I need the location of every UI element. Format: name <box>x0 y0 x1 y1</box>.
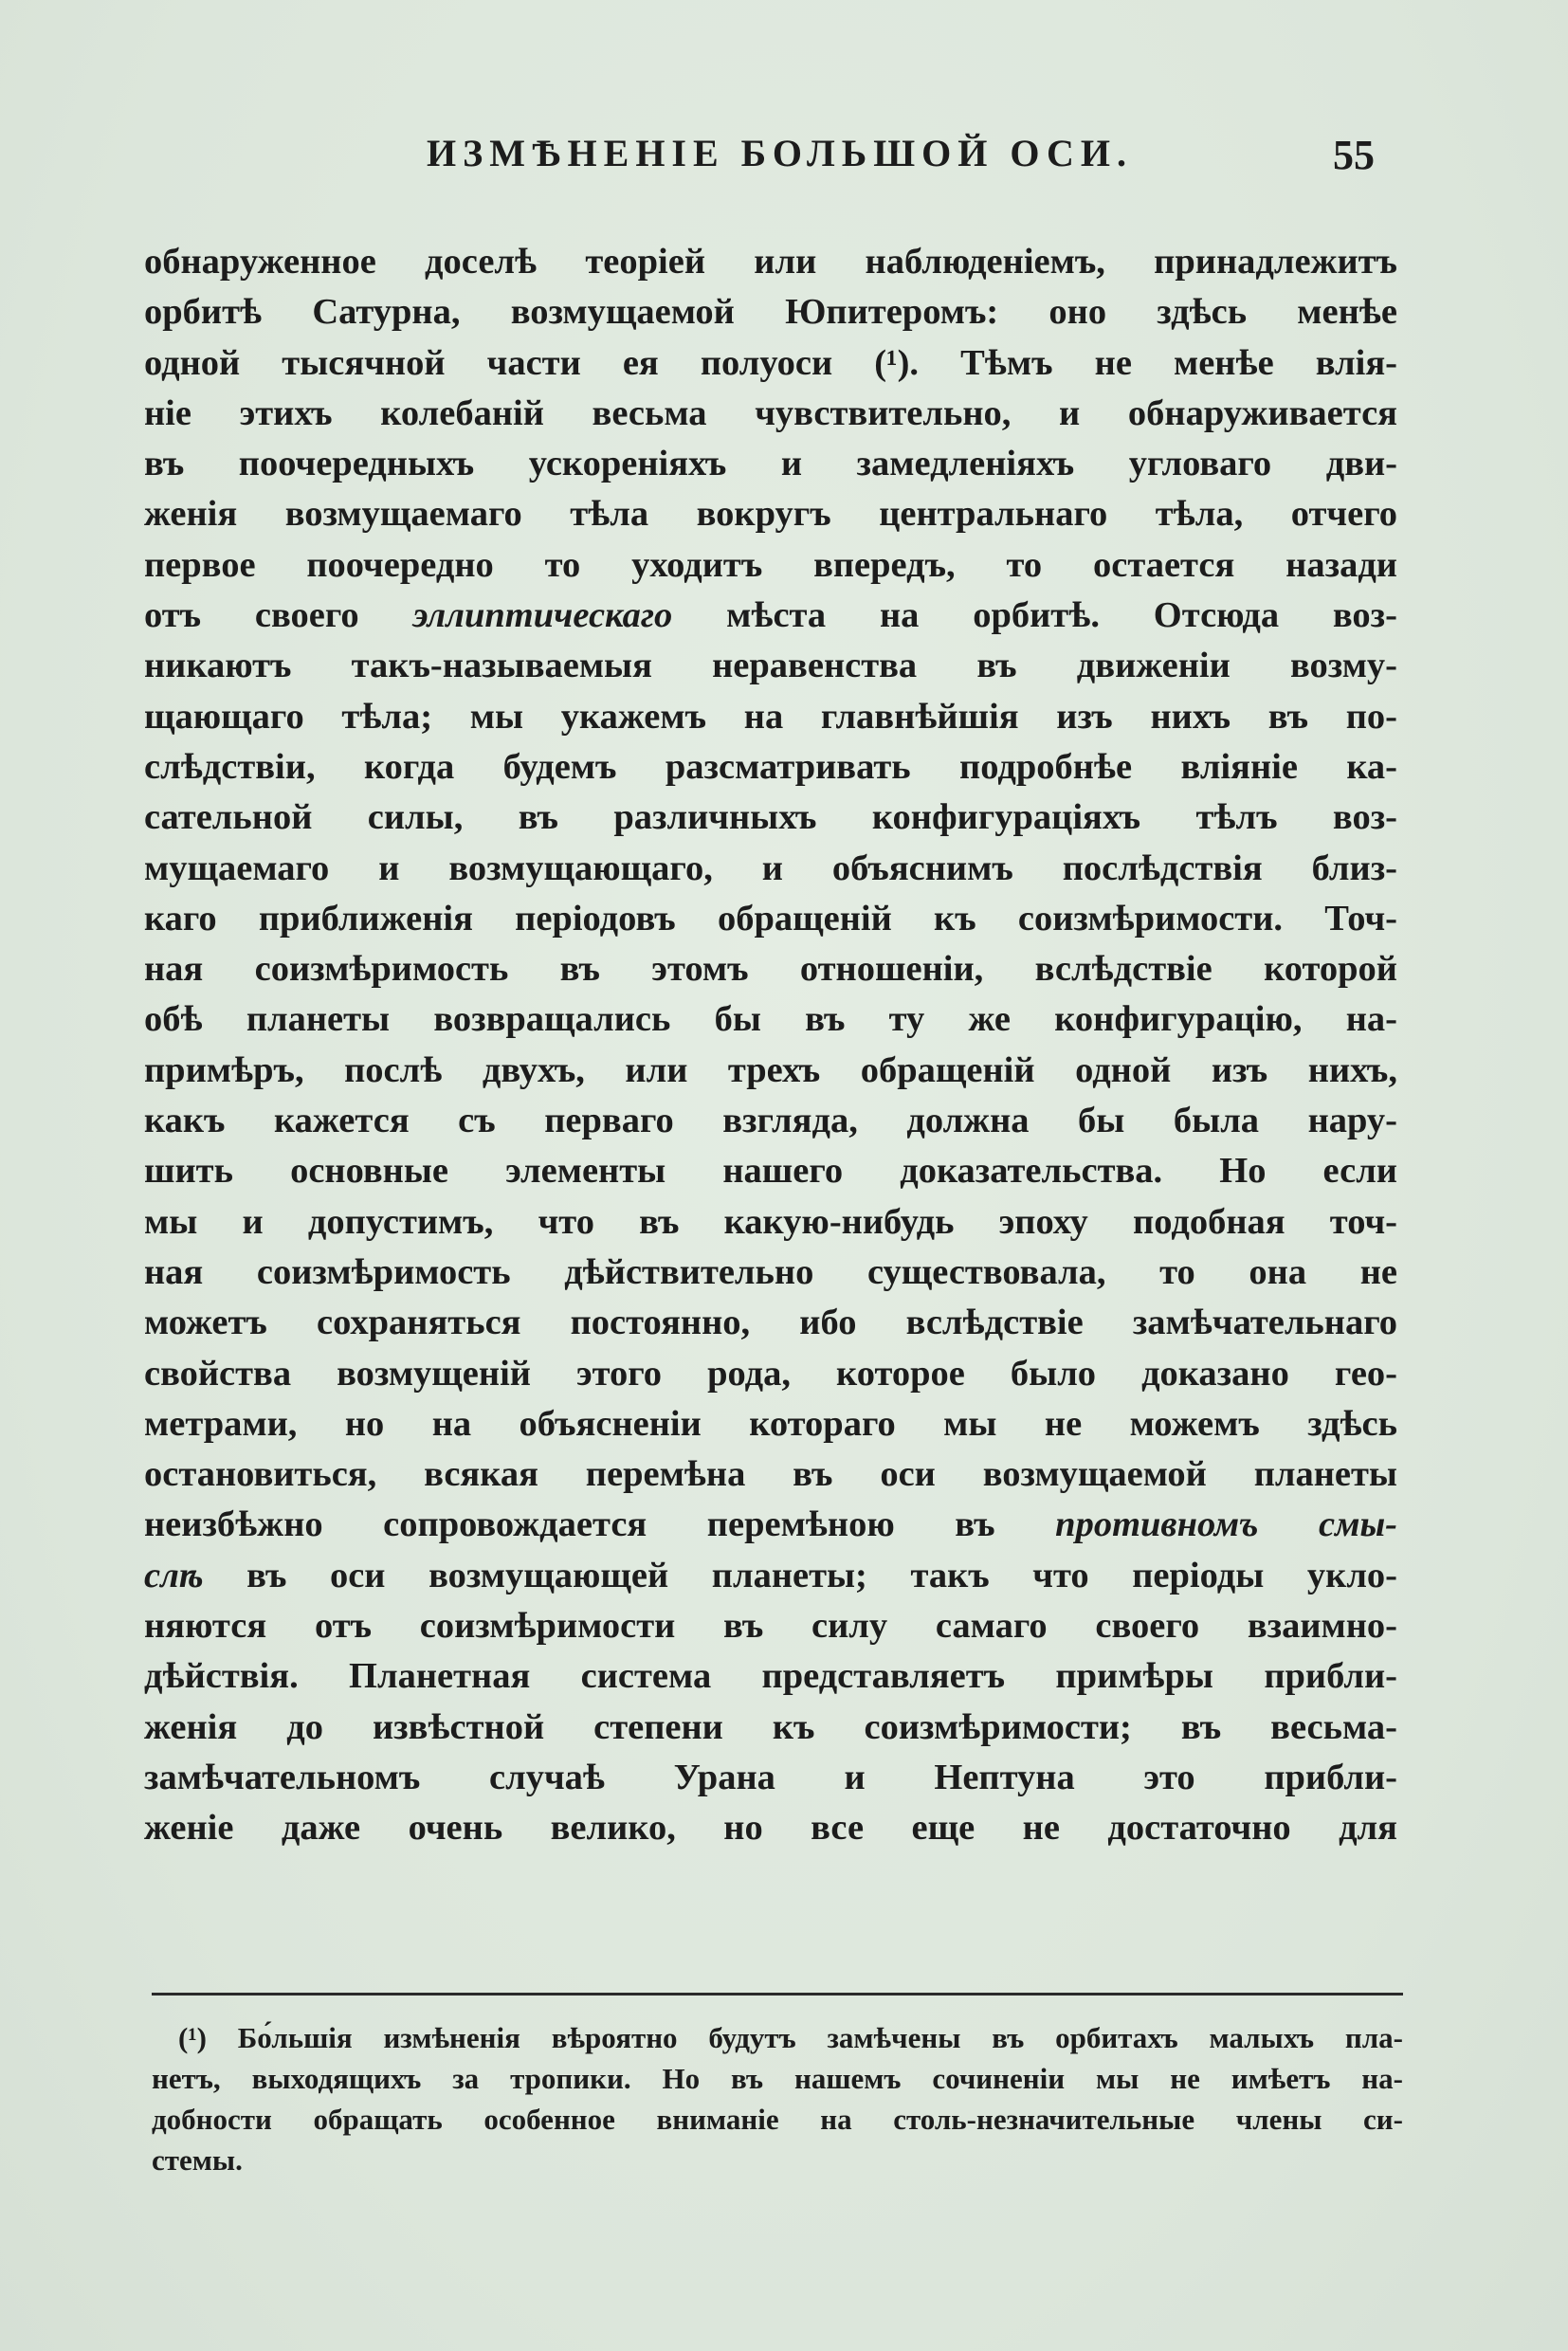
text-line: ніе этихъ колебаній весьма чувствительно, и обнаруживается <box>144 392 1397 433</box>
text-line: няются отъ соизмѣримости въ силу самаго своего взаимно- <box>144 1606 1397 1647</box>
text-line: одной тысячной части ея полуоси (¹). Тѣмъ не менѣе влія- <box>144 342 1397 383</box>
text-line: первое поочередно то уходитъ впередъ, то остается назади <box>144 544 1397 585</box>
text-line: сательной силы, въ различныхъ конфигураціяхъ тѣлъ воз- <box>144 797 1397 838</box>
emphasis-text: слѣ <box>144 1555 204 1595</box>
text-line: примѣръ, послѣ двухъ, или трехъ обращеній одной изъ нихъ, <box>144 1049 1397 1090</box>
footnote-divider <box>152 1993 1403 1996</box>
emphasis-text: противномъ смы- <box>1055 1504 1397 1545</box>
text-line: мы и допустимъ, что въ какую-нибудь эпоху подобная точ- <box>144 1201 1397 1242</box>
text-line: въ поочередныхъ ускореніяхъ и замедленіяхъ угловаго дви- <box>144 444 1397 484</box>
text-line: женія возмущаемаго тѣла вокругъ центральнаго тѣла, отчего <box>144 494 1397 535</box>
text-line: орбитѣ Сатурна, возмущаемой Юпитеромъ: оно здѣсь менѣе <box>144 292 1397 333</box>
text-line: метрами, но на объясненіи котораго мы не можемъ здѣсь <box>144 1403 1397 1444</box>
text-line: ная соизмѣримость въ этомъ отношеніи, вслѣдствіе которой <box>144 949 1397 990</box>
footnote-line: нетъ, выходящихъ за тропики. Но въ нашемъ сочиненіи мы не имѣетъ на- <box>152 2062 1403 2095</box>
emphasis-text: эллиптическаго <box>412 595 673 636</box>
footnote-line: добности обращать особенное вниманіе на столь-незначительные члены си- <box>152 2103 1403 2136</box>
text-line: можетъ сохраняться постоянно, ибо вслѣдствіе замѣчательнаго <box>144 1303 1397 1343</box>
running-title: ИЗМѢНЕНІЕ БОЛЬШОЙ ОСИ. <box>427 132 1133 174</box>
text-line: неизбѣжно сопровождается перемѣною въ противномъ смы- <box>144 1504 1397 1545</box>
page-header <box>142 131 1403 188</box>
text-line: какъ кажется съ перваго взгляда, должна бы была нару- <box>144 1101 1397 1141</box>
body-text <box>144 237 1397 1854</box>
text-line: женіе даже очень велико, но все еще не достаточно для <box>144 1808 1397 1849</box>
text-line: ная соизмѣримость дѣйствительно существовала, то она не <box>144 1251 1397 1292</box>
text-line: дѣйствія. Планетная система представляетъ примѣры прибли- <box>144 1656 1397 1697</box>
text-line: мущаемаго и возмущающаго, и объяснимъ послѣдствія близ- <box>144 847 1397 888</box>
footnote-line: стемы. <box>152 2143 243 2177</box>
text-line: обѣ планеты возвращались бы въ ту же конфигурацію, на- <box>144 999 1397 1040</box>
text-line: щающаго тѣла; мы укажемъ на главнѣйшія изъ нихъ въ по- <box>144 696 1397 737</box>
text-line: каго приближенія періодовъ обращеній къ соизмѣримости. Точ- <box>144 898 1397 939</box>
page-number: 55 <box>1333 132 1375 178</box>
text-line: свойства возмущеній этого рода, которое было доказано гео- <box>144 1353 1397 1394</box>
footnote-line: (¹) Бо́льшія измѣненія вѣроятно будутъ замѣчены въ орбитахъ малыхъ пла- <box>178 2021 1403 2054</box>
text-line: остановиться, всякая перемѣна въ оси возмущаемой планеты <box>144 1454 1397 1495</box>
text-line: слѣ въ оси возмущающей планеты; такъ что періоды укло- <box>144 1555 1397 1595</box>
text-line: отъ своего эллиптическаго мѣста на орбитѣ. Отсюда воз- <box>144 595 1397 636</box>
text-line: обнаруженное доселѣ теоріей или наблюденіемъ, принадлежитъ <box>144 242 1397 282</box>
text-line: шить основные элементы нашего доказательства. Но если <box>144 1151 1397 1192</box>
text-line: замѣчательномъ случаѣ Урана и Нептуна это прибли- <box>144 1757 1397 1797</box>
footnote <box>152 2017 1403 2180</box>
text-line: слѣдствіи, когда будемъ разсматривать подробнѣе вліяніе ка- <box>144 746 1397 787</box>
text-line: никаютъ такъ-называемыя неравенства въ движеніи возму- <box>144 646 1397 686</box>
text-line: женія до извѣстной степени къ соизмѣримости; въ весьма- <box>144 1706 1397 1747</box>
